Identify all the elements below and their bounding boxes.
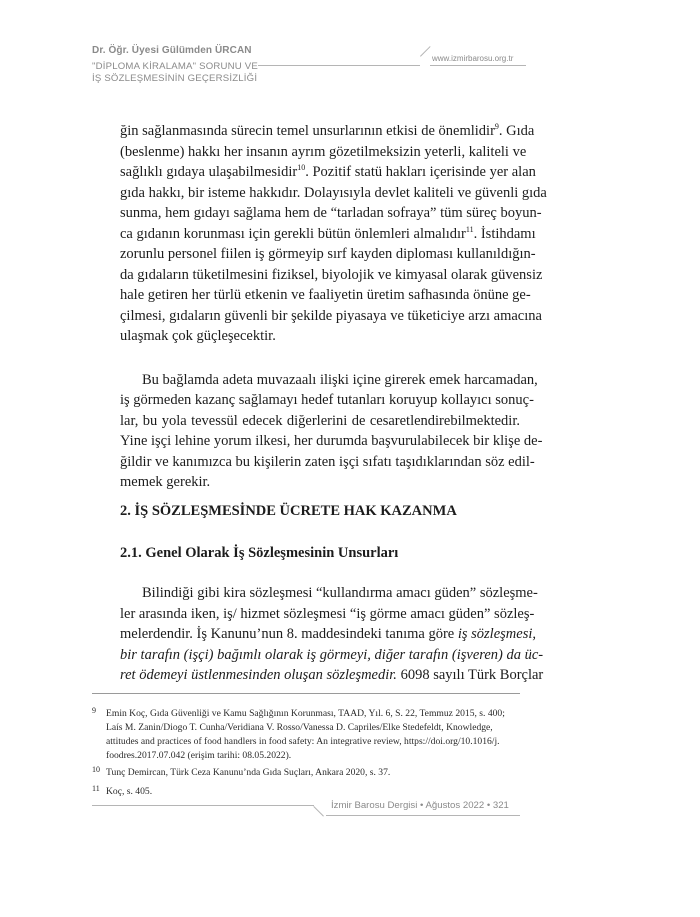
text-line: hale getiren her türlü etkenin ve faaliyetin üretim safhasında önüne ge- bbox=[120, 287, 531, 303]
text-line: ulaşmak çok güçleşecektir. bbox=[120, 328, 276, 344]
section-heading-2: 2. İŞ SÖZLEŞMESİNDE ÜCRETE HAK KAZANMA bbox=[120, 503, 457, 519]
text-line: Bilindiği gibi kira sözleşmesi “kullandırma amacı güden” sözleşme- bbox=[142, 585, 538, 601]
text-line: çilmesi, gıdaların güvenli bir şekilde piyasaya ve tüketiciye arzı amacına bbox=[120, 307, 542, 324]
footnote-line: Tunç Demircan, Türk Ceza Kanunu’nda Gıda Suçları, Ankara 2020, s. 37. bbox=[106, 767, 391, 778]
header-title-line-2: İŞ SÖZLEŞMESİNİN GEÇERSİZLİĞİ bbox=[92, 73, 258, 84]
text-span: ca gıdanın korunması için gerekli bütün önlemleri almalıdır bbox=[120, 225, 466, 242]
text-line-italic: bir tarafın (işçi) bağımlı olarak iş görmeyi, diğer tarafın (işveren) da üc- bbox=[120, 646, 544, 663]
section-heading-2-1: 2.1. Genel Olarak İş Sözleşmesinin Unsurları bbox=[120, 545, 399, 561]
text-span: . Pozitif statü hakları içerisinde yer alan bbox=[305, 164, 536, 180]
footnote-9 bbox=[92, 707, 524, 763]
header-title-line-1: "DİPLOMA KİRALAMA" SORUNU VE bbox=[92, 61, 258, 72]
footnote-line: foodres.2017.07.042 (erişim tarihi: 08.05.2022). bbox=[106, 750, 292, 761]
text-line: Yine işçi lehine yorum ilkesi, her durumda başvurulabilecek bir klişe de- bbox=[120, 433, 543, 449]
footnote-number: 11 bbox=[92, 784, 100, 793]
header-article-title bbox=[92, 61, 258, 85]
footer-journal-info: İzmir Barosu Dergisi • Ağustos 2022 • 321 bbox=[331, 800, 509, 811]
text-line: lar, bu yola tevessül edecek diğerlerini de cesaretlendirebilmektedir. bbox=[120, 412, 520, 429]
footnote-line: Koç, s. 405. bbox=[106, 786, 153, 797]
footnote-ref-10[interactable]: 10 bbox=[297, 163, 306, 172]
text-span-italic: iş sözleşmesi, bbox=[457, 626, 536, 642]
header-url-underline bbox=[430, 65, 526, 66]
text-span: sağlıklı gıdaya ulaşabilmesidir bbox=[120, 164, 298, 180]
footnote-10 bbox=[92, 766, 524, 780]
footnote-number: 9 bbox=[92, 706, 96, 715]
text-line: (beslenme) hakkı her insanın ayrım gözetilmeksizin yeterli, kaliteli ve bbox=[120, 143, 527, 160]
paragraph-1 bbox=[120, 121, 547, 347]
footnote-divider bbox=[92, 693, 520, 694]
text-line: zorunlu personel fiilen iş görmeyip sırf kayden diploması kullanıldığın- bbox=[120, 246, 536, 262]
footnote-11 bbox=[92, 785, 524, 799]
body-text bbox=[120, 121, 547, 493]
text-line: memek gerekir. bbox=[120, 474, 211, 490]
text-line: ler arasında iken, iş/ hizmet sözleşmesi “iş görme amacı güden” sözleş- bbox=[120, 605, 535, 622]
text-span: melerdendir. İş Kanunu’nun 8. maddesindeki tanıma göre bbox=[120, 626, 458, 642]
footer-underline bbox=[326, 815, 520, 816]
paragraph-2 bbox=[120, 370, 543, 493]
paragraph-3 bbox=[120, 583, 544, 686]
text-span: . İstihdamı bbox=[473, 225, 536, 242]
text-span-italic: ret ödemeyi üstlenmesinden oluşan sözleşmedir. bbox=[120, 667, 397, 683]
footnote-line: Laís M. Zanin/Diogo T. Cunha/Veridiana V. Rosso/Vanessa D. Capriles/Elke Stedefeldt, Knowledge, bbox=[106, 722, 493, 733]
text-line: Bu bağlamda adeta muvazaalı ilişki içine girerek emek harcamadan, bbox=[142, 371, 538, 388]
footnote-line: Emin Koç, Gıda Güvenliği ve Kamu Sağlığının Korunması, TAAD, Yıl. 6, S. 22, Temmuz 2015, s. 400; bbox=[106, 708, 505, 719]
text-span: 6098 sayılı Türk Borçlar bbox=[396, 667, 544, 683]
footnote-ref-11[interactable]: 11 bbox=[465, 224, 474, 234]
text-span: ğin sağlanmasında sürecin temel unsurlarının etkisi de önemlidir bbox=[120, 123, 495, 139]
header-url[interactable]: www.izmirbarosu.org.tr bbox=[432, 54, 514, 63]
text-line: gıda hakkı, bir isteme hakkıdır. Dolayısıyla devlet kaliteli ve güvenli gıda bbox=[120, 184, 547, 201]
header-divider bbox=[258, 65, 420, 66]
text-line: iş görmeden kazanç sağlamayı hedef tutanları koruyup kollayıcı sonuç- bbox=[120, 392, 534, 408]
text-line: da gıdaların tüketilmesini fiziksel, biyolojik ve kimyasal olarak güvensiz bbox=[120, 266, 543, 283]
footnote-number: 10 bbox=[92, 765, 100, 774]
footnote-ref-9[interactable]: 9 bbox=[494, 122, 499, 131]
footnote-link-line[interactable]: attitudes and practices of food handlers in food safety: An integrative review, https://doi.org/10.1016/j. bbox=[106, 736, 500, 747]
text-span: . Gıda bbox=[498, 123, 535, 139]
text-line: ğildir ve kanımızca bu kişilerin zaten işçi sıfatı taşıdıklarından söz edil- bbox=[120, 453, 535, 470]
text-line: sunma, hem gıdayı sağlama hem de “tarladan sofraya” tüm süreç boyun- bbox=[120, 205, 542, 221]
footer-divider bbox=[92, 805, 314, 806]
header-author: Dr. Öğr. Üyesi Gülümden ÜRCAN bbox=[92, 45, 252, 56]
